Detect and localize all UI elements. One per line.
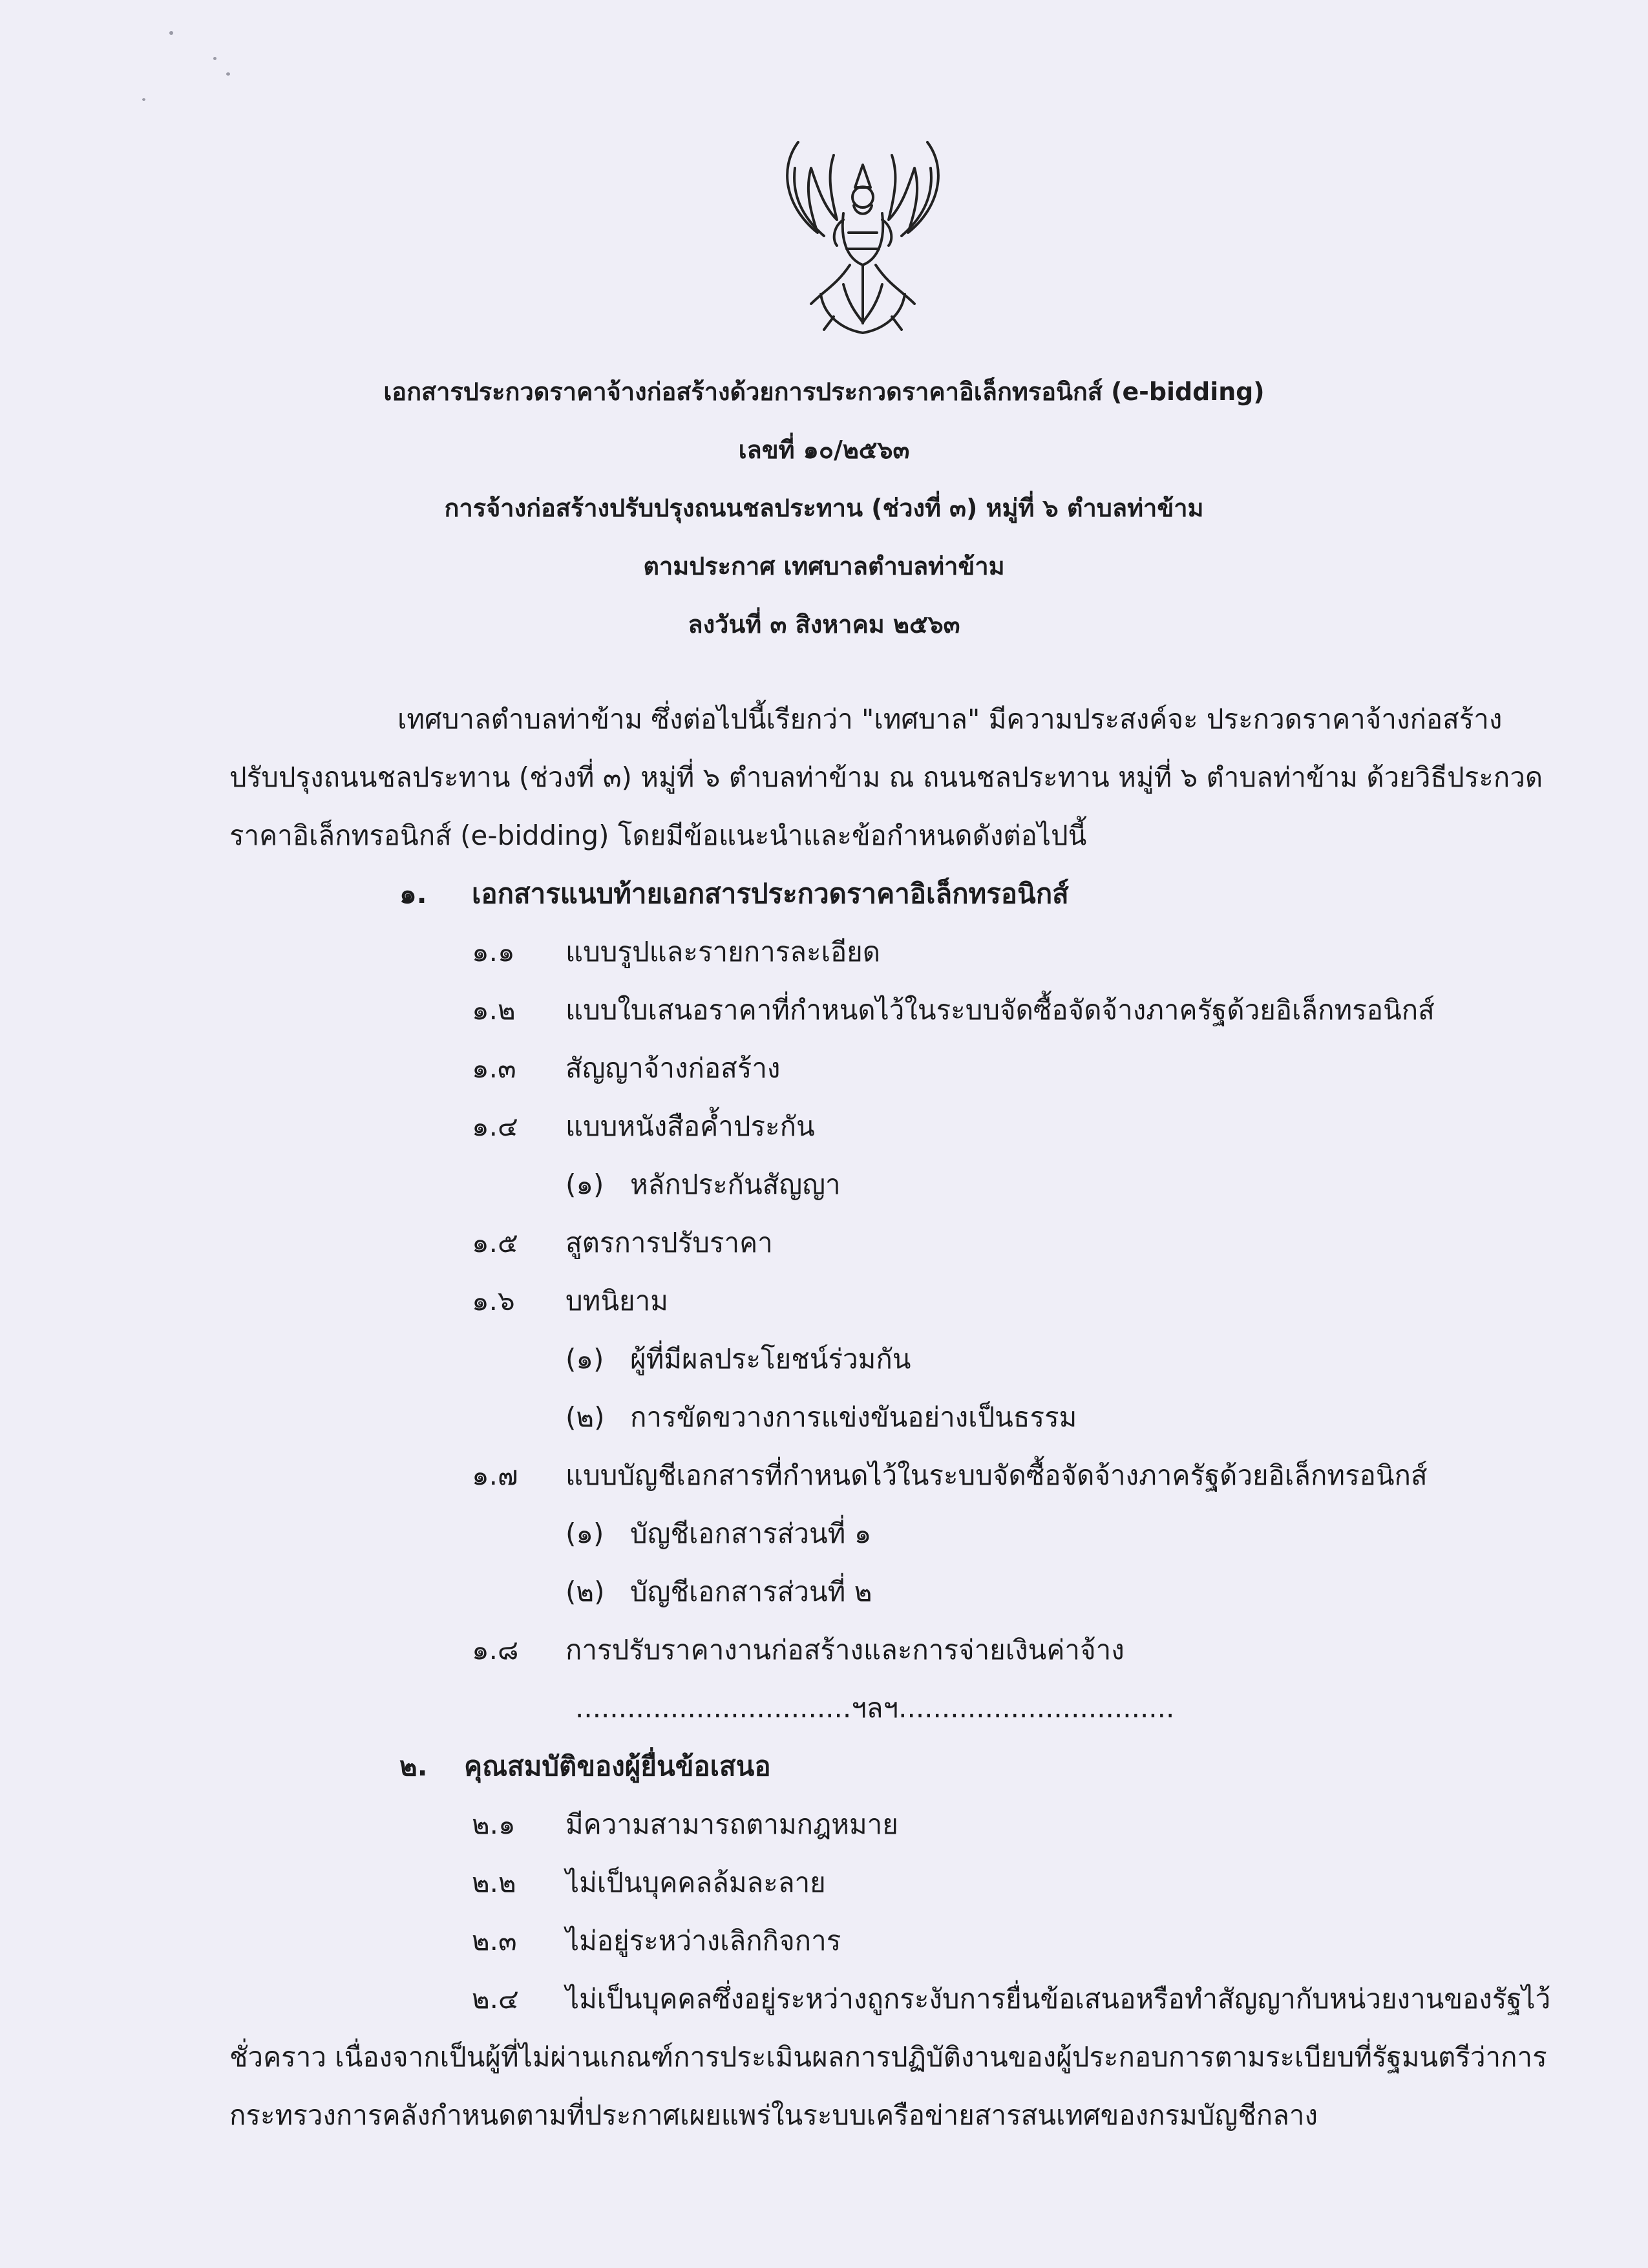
item-text: บทนิยาม	[565, 1285, 668, 1317]
item-text: แบบใบเสนอราคาที่กำหนดไว้ในระบบจัดซื้อจัดจ้างภาครัฐด้วยอิเล็กทรอนิกส์	[565, 994, 1435, 1026]
subitem-number: (๑)	[565, 1169, 604, 1200]
document-number: เลขที่ ๑๐/๒๕๖๓	[738, 436, 910, 464]
item-text: แบบบัญชีเอกสารที่กำหนดไว้ในระบบจัดซื้อจัดจ้างภาครัฐด้วยอิเล็กทรอนิกส์	[565, 1459, 1428, 1491]
item-text: ไม่อยู่ระหว่างเลิกกิจการ	[565, 1925, 841, 1956]
scan-speck	[213, 57, 217, 60]
subitem-number: (๑)	[565, 1518, 604, 1549]
subitem-text: การขัดขวางการแข่งขันอย่างเป็นธรรม	[630, 1401, 1077, 1433]
subitem-text: บัญชีเอกสารส่วนที่ ๑	[630, 1518, 872, 1549]
item-number: ๑.๒	[472, 994, 516, 1026]
announcement-date: ลงวันที่ ๓ สิงหาคม ๒๕๖๓	[688, 610, 960, 639]
subitem-text: หลักประกันสัญญา	[630, 1169, 841, 1200]
section-number: ๒.	[399, 1750, 428, 1782]
intro-line: ราคาอิเล็กทรอนิกส์ (e-bidding) โดยมีข้อแนะนำและข้อกำหนดดังต่อไปนี้	[229, 820, 1087, 851]
etc-line: ................................ฯลฯ................................	[575, 1692, 1175, 1724]
item-text: ไม่เป็นบุคคลซึ่งอยู่ระหว่างถูกระงับการยื่นข้อเสนอหรือทำสัญญากับหน่วยงานของรัฐไว้	[565, 1983, 1551, 2015]
garuda-emblem	[772, 129, 953, 343]
subitem-number: (๒)	[565, 1401, 605, 1433]
section-title: เอกสารแนบท้ายเอกสารประกวดราคาอิเล็กทรอนิกส์	[472, 878, 1069, 909]
subitem-number: (๑)	[565, 1343, 604, 1375]
item-text: การปรับราคางานก่อสร้างและการจ่ายเงินค่าจ้าง	[565, 1634, 1125, 1666]
section-title: คุณสมบัติของผู้ยื่นข้อเสนอ	[464, 1750, 771, 1782]
project-title: การจ้างก่อสร้างปรับปรุงถนนชลประทาน (ช่วงที่ ๓) หมู่ที่ ๖ ตำบลท่าข้าม	[444, 494, 1204, 522]
item-number: ๒.๒	[472, 1867, 516, 1898]
scan-speck	[169, 31, 173, 35]
item-text: ไม่เป็นบุคคลล้มละลาย	[565, 1867, 826, 1898]
subitem-number: (๒)	[565, 1576, 605, 1607]
item-text: แบบรูปและรายการละเอียด	[565, 936, 881, 968]
item-continuation: ชั่วคราว เนื่องจากเป็นผู้ที่ไม่ผ่านเกณฑ์การประเมินผลการปฏิบัติงานของผู้ประกอบการตามระเบียบที่รัฐมนตรีว่าการ	[229, 2041, 1547, 2073]
item-number: ๑.๕	[472, 1227, 518, 1258]
section-number: ๑.	[399, 878, 427, 909]
intro-line: เทศบาลตำบลท่าข้าม ซึ่งต่อไปนี้เรียกว่า "เทศบาล" มีความประสงค์จะ ประกวดราคาจ้างก่อสร้าง	[397, 703, 1503, 735]
subitem-text: บัญชีเอกสารส่วนที่ ๒	[630, 1576, 872, 1607]
item-number: ๒.๑	[472, 1808, 516, 1840]
item-number: ๑.๔	[472, 1110, 518, 1142]
item-continuation: กระทรวงการคลังกำหนดตามที่ประกาศเผยแพร่ในระบบเครือข่ายสารสนเทศของกรมบัญชีกลาง	[229, 2099, 1318, 2131]
item-number: ๑.๑	[472, 936, 515, 968]
scan-speck	[142, 98, 145, 101]
item-number: ๒.๓	[472, 1925, 517, 1956]
item-text: สัญญาจ้างก่อสร้าง	[565, 1052, 781, 1084]
subitem-text: ผู้ที่มีผลประโยชน์ร่วมกัน	[630, 1343, 911, 1375]
item-text: แบบหนังสือค้ำประกัน	[565, 1110, 815, 1142]
item-number: ๒.๔	[472, 1983, 519, 2015]
item-number: ๑.๗	[472, 1459, 518, 1491]
item-text: มีความสามารถตามกฎหมาย	[565, 1808, 898, 1840]
document-title: เอกสารประกวดราคาจ้างก่อสร้างด้วยการประกวดราคาอิเล็กทรอนิกส์ (e-bidding)	[383, 377, 1265, 406]
announcement-reference: ตามประกาศ เทศบาลตำบลท่าข้าม	[643, 552, 1005, 580]
item-text: สูตรการปรับราคา	[565, 1227, 773, 1258]
scan-speck	[226, 72, 230, 76]
intro-line: ปรับปรุงถนนชลประทาน (ช่วงที่ ๓) หมู่ที่ ๖ ตำบลท่าข้าม ณ ถนนชลประทาน หมู่ที่ ๖ ตำบลท่าข้าม ด้วยวิธีประกวด	[229, 761, 1543, 793]
item-number: ๑.๖	[472, 1285, 515, 1317]
item-number: ๑.๘	[472, 1634, 519, 1666]
item-number: ๑.๓	[472, 1052, 516, 1084]
